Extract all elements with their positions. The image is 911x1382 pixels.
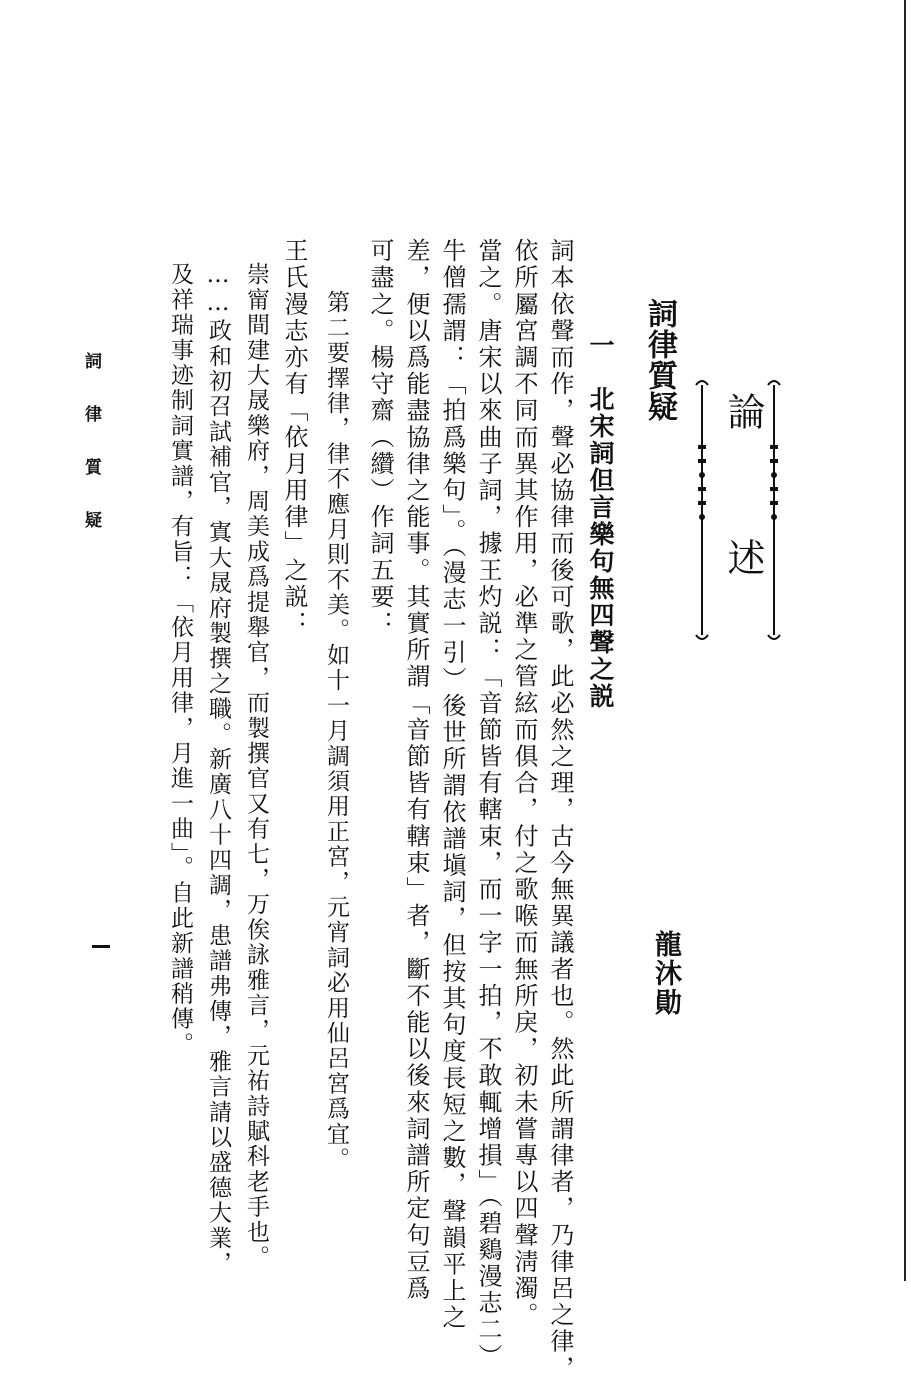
- article-title: 詞律質疑: [642, 298, 677, 422]
- text-column-7: 王氏漫志亦有「依月用律」之説：: [280, 238, 308, 637]
- text-column-6: 可盡之。楊守齋（纘）作詞五要：: [366, 238, 394, 637]
- section-title: 論述: [721, 392, 765, 684]
- text-column-2: 依所屬宮調不同而異其作用，必準之管絃而俱合，付之歌喉而無所戾，初未嘗專以四聲淸濁。: [510, 238, 538, 1329]
- quote-column-2: 崇甯間建大晟樂府，周美成爲提舉官，而製撰官又有七，万俟詠雅言，元祐詩賦科老手也。: [243, 262, 269, 1270]
- author-name: 龍沐勛: [650, 930, 681, 1017]
- text-column-1: 詞本依聲而作，聲必協律而後可歌，此必然之理，古今無異議者也。然此所謂律者，乃律呂之律，: [546, 238, 574, 1382]
- quote-column-4: 及祥瑞事迹制詞實譜，有旨：「依月用律，月進一曲」。自此新譜稍傳。: [167, 262, 193, 1057]
- page-number: [92, 945, 110, 948]
- page-number-label: [92, 945, 93, 946]
- text-column-4: 牛僧孺謂：「拍爲樂句」。（漫志一引）後世所謂依譜塡詞，但按其句度長短之數，聲韻平上之: [438, 238, 466, 1332]
- subsection-heading: 一 北宋詞但言樂句無四聲之説: [586, 332, 615, 710]
- quote-column-1: 第二要擇律，律不應月則不美。如十一月調須用正宮，元宵詞必用仙呂宮爲宜。: [323, 290, 349, 1172]
- running-title: 詞律質疑: [81, 352, 101, 564]
- text-column-5: 差，便以爲能盡協律之能事。其實所謂「音節皆有轄束」者，斷不能以後來詞譜所定句豆爲: [402, 238, 430, 1302]
- page-edge-rule: [904, 0, 906, 1281]
- text-column-3: 當之。唐宋以來曲子詞，據王灼説：「音節皆有轄束，而一字一拍，不敢輒增損」（碧鷄漫志二）: [474, 238, 502, 1370]
- quote-column-3: ……政和初召試補官，寘大晟府製撰之職。新廣八十四調，患譜弗傳，雅言請以盛德大業，: [205, 262, 231, 1276]
